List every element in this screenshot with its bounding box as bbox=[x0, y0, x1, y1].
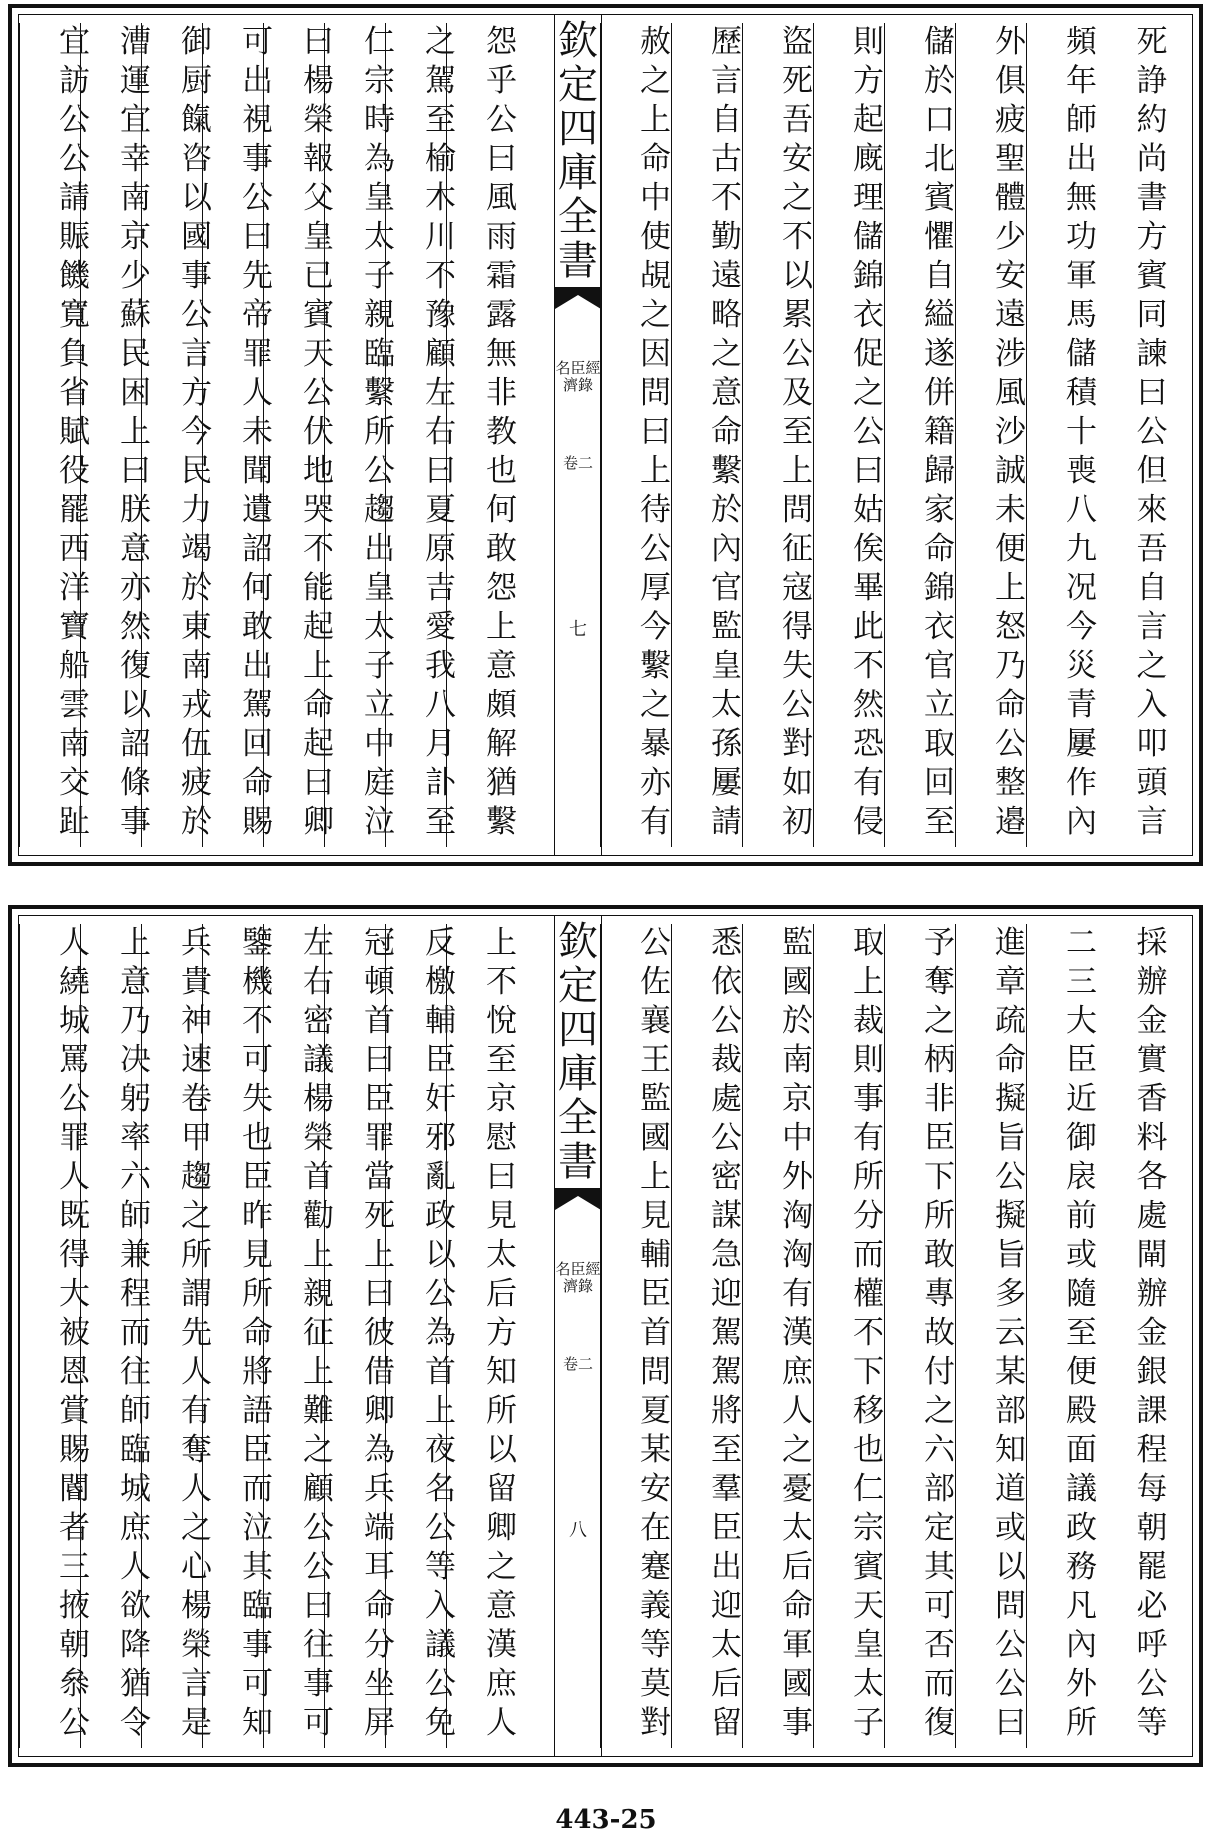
text-column: 宜訪公公請賑饑寬負省賦役罷西洋寶船雲南交趾 bbox=[19, 23, 129, 847]
text-column: 左右密議楊榮首勸上親征上難之顧公公曰往事可 bbox=[263, 924, 373, 1748]
text-column: 赦之上命中使覘之因問曰上待公厚今繫之暴亦有 bbox=[600, 23, 710, 847]
text-column: 怨乎公曰風雨霜露無非教也何敢怨上意頗解猶繫 bbox=[446, 23, 556, 847]
text-column: 之駕至榆木川不豫顧左右曰夏原吉愛我八月訃至 bbox=[385, 23, 495, 847]
page-bottom bbox=[8, 905, 1203, 1767]
text-column: 曰楊榮報父皇已賓天公伏地哭不能起上命起曰卿 bbox=[263, 23, 373, 847]
volume-label: 卷二 bbox=[562, 1355, 593, 1373]
text-column: 頻年師出無功軍馬儲積十喪八九况今災青屢作內 bbox=[1026, 23, 1136, 847]
text-column: 予奪之柄非臣下所敢專故付之六部定其可否而復 bbox=[884, 924, 994, 1748]
text-column: 取上裁則事有所分而權不下移也仁宗賓天皇太子 bbox=[813, 924, 923, 1748]
text-column: 可出視事公曰先帝罪人未聞遺詔何敢出駕回命賜 bbox=[202, 23, 312, 847]
text-column: 盜死吾安之不以累公及至上問征寇得失公對如初 bbox=[742, 23, 852, 847]
book-subtitle: 名臣經濟錄 bbox=[555, 1260, 601, 1295]
book-title: 欽定四庫全書 bbox=[558, 919, 598, 1185]
text-column: 漕運宜幸南京少蘇民困上曰朕意亦然復以詔條事 bbox=[80, 23, 190, 847]
text-column: 歷言自古不勤遠略之意命繫於內官監皇太孫屢請 bbox=[671, 23, 781, 847]
text-column: 則方起廐理儲錦衣促之公曰姑俟畢此不然恐有侵 bbox=[813, 23, 923, 847]
text-column: 死諍約尚書方賓同諫曰公但來吾自言之入叩頭言 bbox=[1136, 24, 1168, 840]
text-column: 悉依公裁處公密謀急迎駕駕將至羣臣出迎太后留 bbox=[671, 924, 781, 1748]
text-column: 採辦金實香料各處閘辦金銀課程每朝罷必呼公等 bbox=[1136, 925, 1168, 1741]
text-column: 御厨餼咨以國事公言方今民力竭於東南戎伍疲於 bbox=[141, 23, 251, 847]
text-column: 人繞城罵公罪人既得大被恩賞賜閽者三掖朝叅公 bbox=[19, 924, 129, 1748]
text-column: 冠頓首曰臣罪當死上曰彼借卿為兵端耳命分坐屏 bbox=[324, 924, 434, 1748]
text-column: 上不悅至京慰曰見太后方知所以留卿之意漢庶人 bbox=[446, 924, 556, 1748]
text-column: 外俱疲聖體少安遠涉風沙誠未便上怒乃命公整邉 bbox=[955, 23, 1065, 847]
volume-label: 卷二 bbox=[562, 454, 593, 472]
text-column: 鑒機不可失也臣昨見所命將語臣而泣其臨事可知 bbox=[202, 924, 312, 1748]
book-subtitle: 名臣經濟錄 bbox=[555, 359, 601, 394]
text-column: 上意乃决躬率六師兼程而往師臨城庶人欲降猶令 bbox=[80, 924, 190, 1748]
text-column: 監國於南京中外洶洶有漢庶人之憂太后命軍國事 bbox=[742, 924, 852, 1748]
book-title: 欽定四庫全書 bbox=[558, 18, 598, 284]
text-column: 兵貴神速卷甲趨之所謂先人有奪人之心楊榮言是 bbox=[141, 924, 251, 1748]
center-fold bbox=[554, 15, 602, 855]
page-number: 七 bbox=[569, 619, 587, 640]
text-column: 二三大臣近御扆前或隨至便殿面議政務凡內外所 bbox=[1026, 924, 1136, 1748]
fish-tail-mark bbox=[555, 287, 601, 317]
text-column: 公佐襄王監國上見輔臣首問夏某安在蹇義等莫對 bbox=[600, 924, 710, 1748]
text-column: 反檄輔臣奸邪亂政以公為首上夜名公等入議公免 bbox=[385, 924, 495, 1748]
page-number: 八 bbox=[569, 1520, 587, 1541]
text-column: 儲於口北賓懼自縊遂併籍歸家命錦衣官立取回至 bbox=[884, 23, 994, 847]
page-top bbox=[8, 4, 1203, 866]
page-frame bbox=[18, 915, 1193, 1757]
page-footer-number: 443-25 bbox=[555, 1805, 657, 1835]
center-fold bbox=[554, 916, 602, 1756]
page-frame bbox=[18, 14, 1193, 856]
fish-tail-mark bbox=[555, 1188, 601, 1218]
text-column: 仁宗時為皇太子親臨繫所公趨出皇太子立中庭泣 bbox=[324, 23, 434, 847]
text-column: 進章疏命擬旨公擬旨多云某部知道或以問公公曰 bbox=[955, 924, 1065, 1748]
